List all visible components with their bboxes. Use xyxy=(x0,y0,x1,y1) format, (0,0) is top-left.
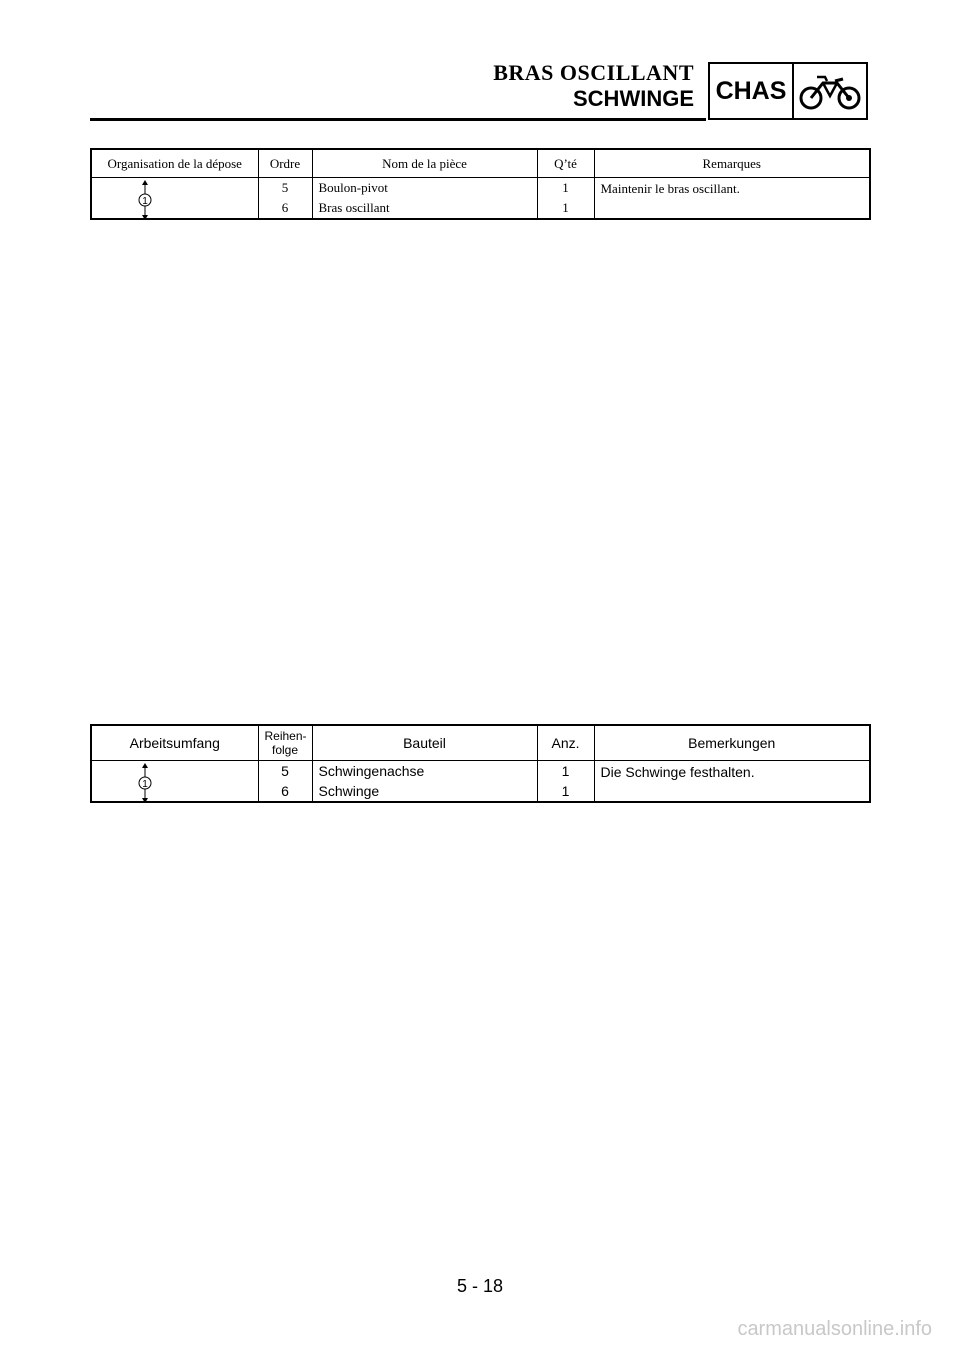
part-cell: Boulon-pivot xyxy=(312,178,537,199)
qty-cell: 1 xyxy=(537,178,594,199)
step-marker-label: 1 xyxy=(142,196,148,207)
qty-cell: 1 xyxy=(537,198,594,219)
step-range-arrow-icon xyxy=(138,180,152,220)
header-rule xyxy=(90,118,706,121)
header-order: Ordre xyxy=(258,149,312,178)
header-qty: Anz. xyxy=(537,725,594,761)
header-organisation: Organisation de la dépose xyxy=(91,149,258,178)
page-number: 5 - 18 xyxy=(456,1276,504,1296)
section-label: CHAS xyxy=(710,64,794,118)
section-badge xyxy=(708,62,868,120)
parts-table-de xyxy=(90,724,871,803)
title-de: SCHWINGE xyxy=(573,86,694,111)
motorcycle-icon xyxy=(794,64,866,118)
remark-cell: Maintenir le bras oscillant. xyxy=(600,181,740,196)
step-marker-label: 1 xyxy=(142,779,148,790)
table-row xyxy=(91,761,870,782)
header-arbeitsumfang: Arbeitsumfang xyxy=(91,725,258,761)
part-cell: Schwingenachse xyxy=(312,761,537,782)
step-group-cell xyxy=(91,178,258,220)
header-part: Nom de la pièce xyxy=(312,149,537,178)
order-cell: 5 xyxy=(258,178,312,199)
header-part: Bauteil xyxy=(312,725,537,761)
order-cell: 6 xyxy=(258,198,312,219)
remark-cell: Die Schwinge festhalten. xyxy=(600,764,755,780)
order-cell: 6 xyxy=(258,781,312,802)
watermark: carmanualsonline.info xyxy=(737,1318,932,1340)
order-cell: 5 xyxy=(258,761,312,782)
step-range-arrow-icon xyxy=(138,763,152,803)
table-row xyxy=(91,178,870,199)
header-qty: Q’té xyxy=(537,149,594,178)
header-order-line2: folge xyxy=(271,743,299,757)
parts-table-fr xyxy=(90,148,871,220)
qty-cell: 1 xyxy=(537,761,594,782)
part-cell: Schwinge xyxy=(312,781,537,802)
header-remarks: Bemerkungen xyxy=(594,725,870,761)
header-order-line1: Reihen- xyxy=(264,729,307,743)
part-cell: Bras oscillant xyxy=(312,198,537,219)
title-fr: BRAS OSCILLANT xyxy=(493,60,694,85)
header-remarks: Remarques xyxy=(594,149,870,178)
qty-cell: 1 xyxy=(537,781,594,802)
header-order xyxy=(258,725,312,761)
step-group-cell xyxy=(91,761,258,803)
